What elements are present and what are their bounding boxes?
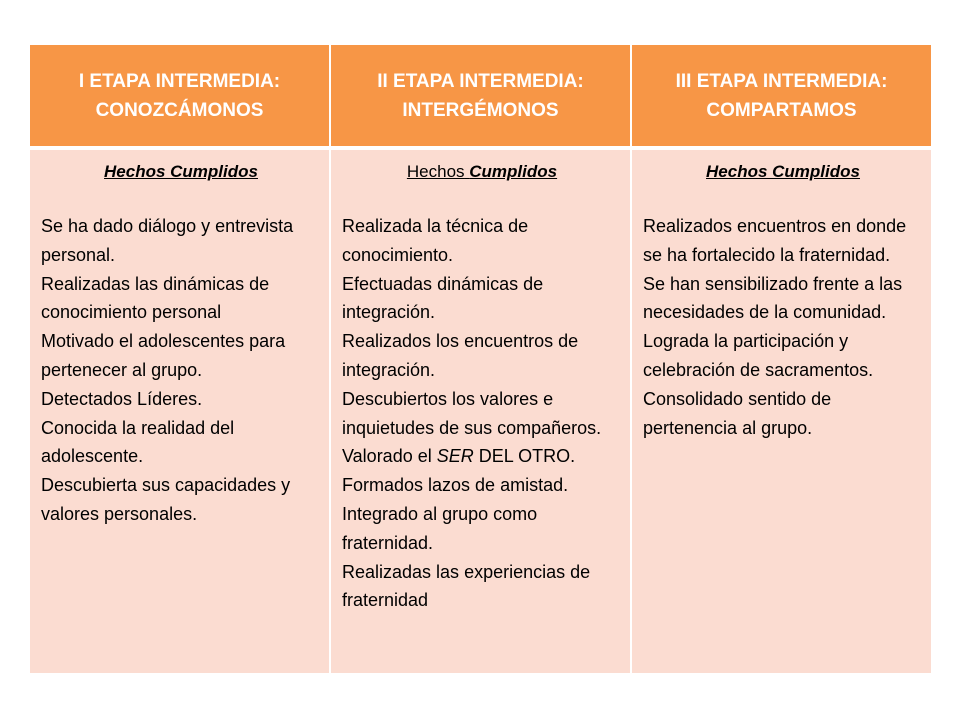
list-item: Conocida la realidad del adolescente.	[41, 417, 235, 467]
header-stage-2	[331, 45, 630, 146]
list-item: Realizadas las dinámicas de conocimiento personal	[41, 273, 270, 323]
stage-2-subtitle-part1: Hechos	[406, 162, 465, 181]
body-stage-3	[632, 150, 931, 673]
header-stage-3	[632, 45, 931, 146]
list-item: Formados lazos de amistad.	[342, 475, 569, 496]
stages-table	[30, 45, 931, 673]
stage-3-achievements	[643, 212, 923, 442]
stage-2-achievements	[342, 212, 622, 615]
ser-suffix: DEL OTRO.	[473, 446, 576, 467]
header-stage-1	[30, 45, 329, 146]
ser-prefix: Valorado el	[342, 446, 437, 467]
body-stage-2	[331, 150, 630, 673]
stage-3-subtitle: Hechos Cumplidos	[706, 162, 860, 181]
header-stage-1-line1: I ETAPA INTERMEDIA:	[78, 70, 281, 92]
header-stage-1-line2: CONOZCÁMONOS	[95, 99, 264, 121]
list-item: Realizadas las experiencias de fraternidad	[342, 561, 591, 611]
list-item: Realizados encuentros en donde se ha fortalecido la fraternidad.	[643, 216, 907, 265]
stage-2-subtitle	[342, 160, 622, 184]
list-item: Efectuadas dinámicas de integración.	[342, 273, 544, 323]
list-item: Se han sensibilizado frente a las necesidades de la comunidad.	[643, 273, 903, 323]
list-item: Consolidado sentido de pertenencia al grupo.	[643, 388, 832, 438]
ser-emphasis: SER	[436, 446, 474, 467]
list-item: Descubierta sus capacidades y valores personales.	[41, 475, 291, 524]
list-item: Integrado al grupo como fraternidad.	[342, 503, 538, 553]
stage-1-subtitle: Hechos Cumplidos	[104, 162, 258, 181]
header-stage-2-line1: II ETAPA INTERMEDIA:	[377, 70, 584, 92]
stage-1-achievements	[41, 212, 321, 529]
header-stage-3-line2: COMPARTAMOS	[706, 99, 857, 121]
list-item: Motivado el adolescentes para pertenecer al grupo.	[41, 331, 286, 380]
header-stage-3-line1: III ETAPA INTERMEDIA:	[675, 70, 888, 92]
body-stage-1	[30, 150, 329, 673]
list-item: Realizados los encuentros de integración.	[342, 331, 579, 380]
list-item	[342, 442, 622, 471]
list-item: Detectados Líderes.	[41, 388, 203, 409]
list-item: Se ha dado diálogo y entrevista personal.	[41, 216, 294, 265]
stage-2-subtitle-part2: Cumplidos	[469, 162, 558, 181]
list-item: Lograda la participación y celebración de sacramentos.	[643, 331, 874, 380]
list-item: Descubiertos los valores e inquietudes de sus compañeros.	[342, 388, 602, 438]
list-item: Realizada la técnica de conocimiento.	[342, 216, 529, 265]
header-stage-2-line2: INTERGÉMONOS	[402, 99, 559, 121]
